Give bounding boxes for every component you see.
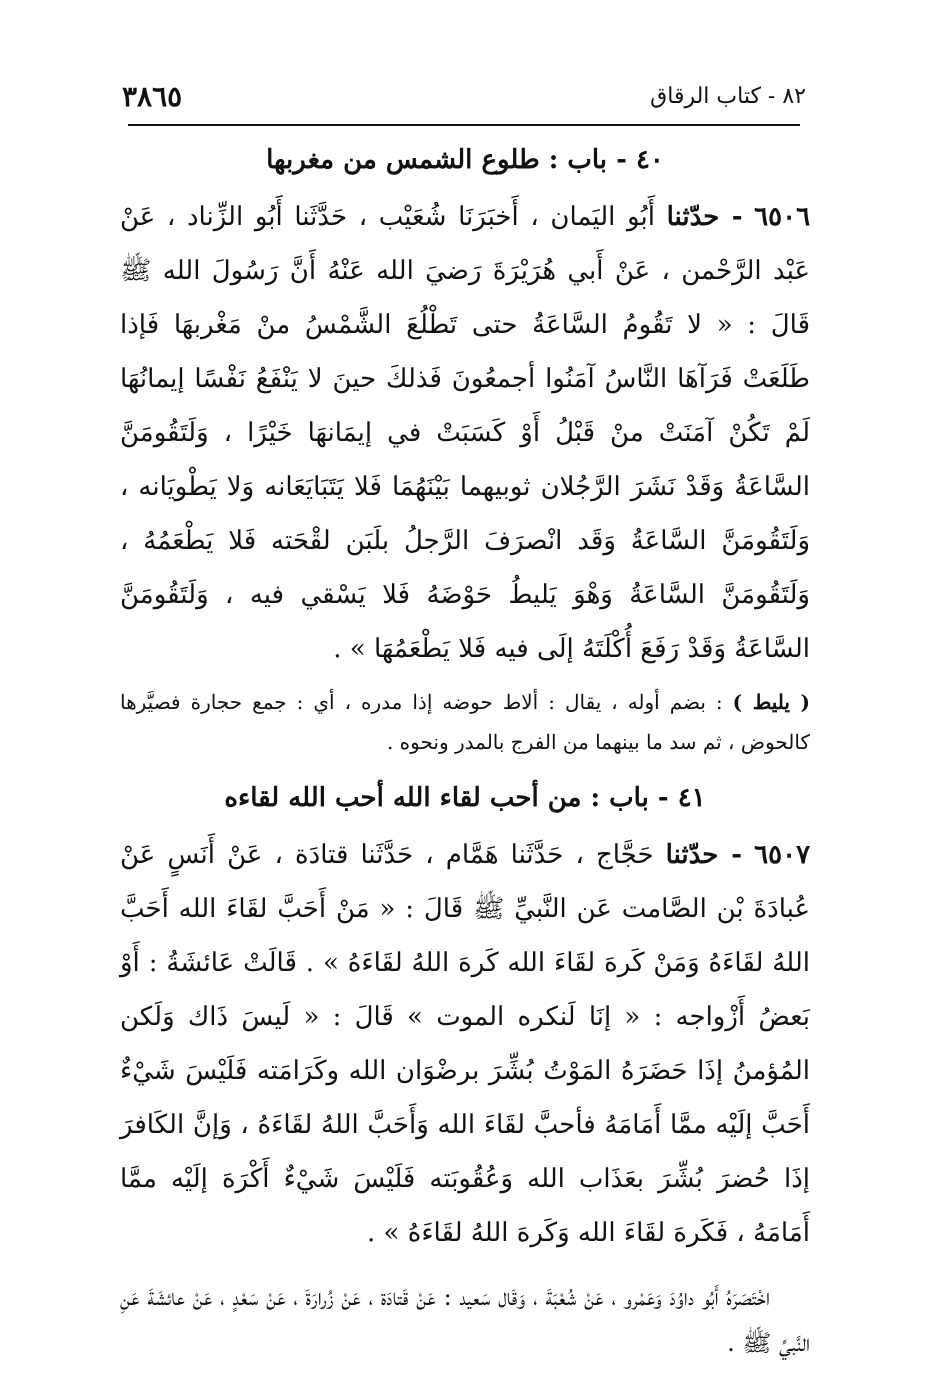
note-text: : بضم أوله ، يقال : ألاط حوضه إذا مدره ، أي : جمع حجارة فصيَّرها كالحوض ، ثم سد ما بينهما من الفرج بالمدر ونحوه . xyxy=(120,690,810,754)
hadith-6506 xyxy=(120,190,810,676)
chapter-heading-40: ٤٠ - باب : طلوع الشمس من مغربها xyxy=(266,145,664,175)
hadith-addendum: اخْتَصَرَهُ أَبُو داوُدَ وَعَمْرو ، عَنْ شُعْبَةَ ، وَقَال سَعيد : عَنْ قَتادَة ، عَنْ زُرارَةَ ، عَنْ سَعْدٍ ، عَنْ عائشَةَ عَنِ النَّبيِّ ﷺ . xyxy=(120,1283,810,1357)
hadith-dash: - xyxy=(719,202,743,232)
hadith-6507 xyxy=(120,828,810,1260)
hadith-lead-word: حدّثنا xyxy=(665,840,719,870)
hadith-number: ٦٥٠٧ xyxy=(754,840,811,870)
chapter-heading-41: ٤١ - باب : من أحب لقاء الله أحب الله لقاءه xyxy=(224,783,706,813)
page-number: ٣٨٦٥ xyxy=(122,80,183,113)
explanatory-note xyxy=(120,682,810,762)
header-rule xyxy=(128,124,800,126)
hadith-text: حَجَّاج ، حَدَّثَنا هَمَّام ، حَدَّثَنا قتادَة ، عَنْ أَنَسٍ عَنْ عُبادَةَ بْن الصَّامت عَن النَّبيِّ ﷺ قَالَ : « مَنْ أَحَبَّ لقَاءَ الله أَحَبَّ اللهُ لقَاءَهُ وَمَنْ كَرهَ لقَاءَ الله كَرهَ اللهُ لقَاءَهُ » . قَالَتْ عَائشَةُ : أَوْ بَعضُ أَزْواجه : « إنَا لَنكره الموت » قَالَ : « لَيسَ ذَاك وَلَكن المُؤمنُ إذَا حَضَرَهُ المَوْتُ بُشِّرَ برضْوَان الله وكَرَامَته فَلَيْسَ شَيْءٌ أَحَبَّ إلَيْه ممَّا أَمَامَهُ فأحبَّ لقَاءَ الله وَأَحَبَّ اللهُ لقَاءَهُ ، وَإنَّ الكَافرَ إذَا حُضرَ بُشِّرَ بعَذَاب الله وَعُقُوبَته فَلَيْسَ شَيْءٌ أَكْرَهَ إلَيْه ممَّا أَمَامَهُ ، فَكَرهَ لقَاءَ الله وَكَرهَ اللهُ لقَاءَهُ » . xyxy=(120,840,810,1248)
book-title: ٨٢ - كتاب الرقاق xyxy=(650,84,806,109)
note-term: ( يليط ) xyxy=(732,690,810,714)
hadith-number: ٦٥٠٦ xyxy=(754,202,811,232)
hadith-text: أَبُو اليَمان ، أَخبَرَنَا شُعَيْب ، حَدَّثَنا أَبُو الزِّناد ، عَنْ عَبْد الرَّحْمن ، عَنْ أَبي هُرَيْرَةَ رَضيَ الله عَنْهُ أَنَّ رَسُولَ الله ﷺ قَالَ : « لا تَقُومُ السَّاعَةُ حتى تَطْلُعَ الشَّمْسُ منْ مَغْربهَا فَإذا طَلَعَتْ فَرَآهَا النَّاسُ آمَنُوا أجمعُونَ فَذلكَ حينَ لا يَنْفَعُ نَفْسًا إيمانُهَا لَمْ تَكُنْ آمَنَتْ منْ قَبْلُ أَوْ كَسَبَتْ في إيمَانهَا خَيْرًا ، وَلَتَقُومَنَّ السَّاعَةُ وَقَدْ نَشَرَ الرَّجُلان ثوبيهما بَيْنَهُمَا فَلا يَتَبَايَعَانه وَلا يَطْويَانه ، وَلَتَقُومَنَّ السَّاعَةُ وَقَد انْصرَفَ الرَّجلُ بلَبَن لقْحَته فَلا يَطْعَمُهُ ، وَلَتَقُومَنَّ السَّاعَةُ وَهْوَ يَليطُ حَوْضَهُ فَلا يَسْقي فيه ، وَلَتَقُومَنَّ السَّاعَةُ وَقَدْ رَفَعَ أُكْلَتَهُ إلَى فيه فَلا يَطْعَمُهَا » . xyxy=(120,202,810,664)
running-header xyxy=(122,78,806,118)
page-content xyxy=(120,138,810,1366)
hadith-lead-word: حدّثنا xyxy=(666,202,720,232)
hadith-dash: - xyxy=(718,840,743,870)
